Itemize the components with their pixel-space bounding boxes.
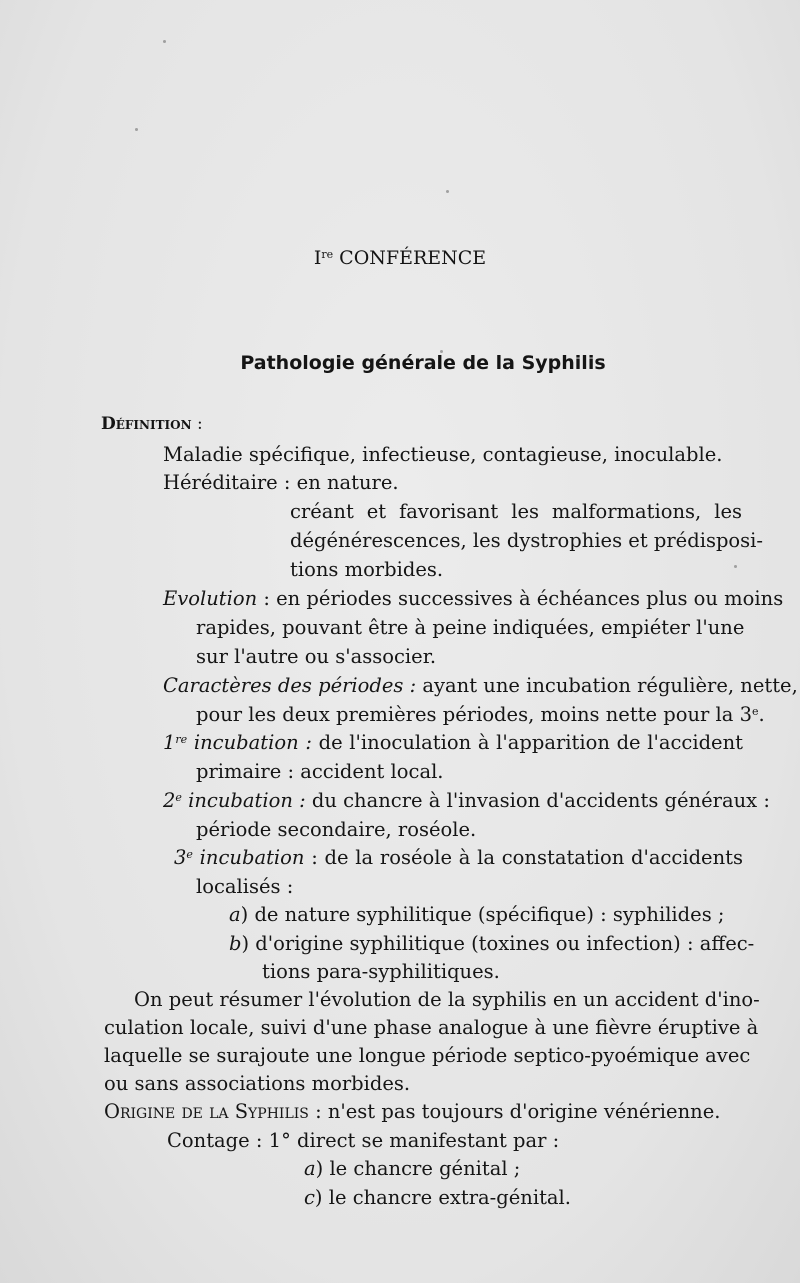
- incubation-line: 2e incubation : du chancre à l'invasion d'accidents généraux :: [163, 789, 770, 812]
- contage-line: Contage : 1° direct se manifestant par :: [167, 1129, 560, 1152]
- page-speck: [446, 190, 449, 193]
- list-item: b) d'origine syphilitique (toxines ou infection) : affec-: [229, 932, 755, 955]
- page-speck: [135, 128, 138, 131]
- paragraph-line: ou sans associations morbides.: [104, 1072, 411, 1095]
- caracteres-line: pour les deux premières périodes, moins nette pour la 3e.: [196, 703, 765, 726]
- definition-heading: Définition :: [101, 414, 203, 434]
- list-item: a) de nature syphilitique (spécifique) : syphilides ;: [229, 903, 725, 926]
- evolution-line: sur l'autre ou s'associer.: [196, 645, 437, 668]
- incubation-line: primaire : accident local.: [196, 760, 444, 783]
- paragraph-line: laquelle se surajoute une longue période septico-pyoémique avec: [104, 1044, 751, 1067]
- list-item: a) le chancre génital ;: [304, 1157, 521, 1180]
- list-item: c) le chancre extra-génital.: [304, 1186, 571, 1209]
- evolution-line: rapides, pouvant être à peine indiquées, empiéter l'une: [196, 616, 745, 639]
- origine-heading: Origine de la Syphilis : n'est pas toujours d'origine vénérienne.: [104, 1100, 721, 1123]
- incubation-line: période secondaire, roséole.: [196, 818, 477, 841]
- caracteres-line: Caractères des périodes : ayant une incubation régulière, nette,: [163, 674, 798, 697]
- evolution-line: Evolution : en périodes successives à échéances plus ou moins: [163, 587, 784, 610]
- page-speck: [163, 40, 166, 43]
- definition-line: dégénérescences, les dystrophies et prédisposi-: [290, 529, 764, 552]
- definition-line: tions morbides.: [290, 558, 444, 581]
- definition-line: Maladie spécifique, infectieuse, contagieuse, inoculable.: [163, 443, 723, 466]
- incubation-line: localisés :: [196, 875, 294, 898]
- conference-heading: Ire CONFÉRENCE: [313, 247, 487, 269]
- incubation-line: 3e incubation : de la roséole à la constatation d'accidents: [174, 846, 743, 869]
- definition-line: créant et favorisant les malformations, les: [290, 500, 742, 523]
- page-title: Pathologie générale de la Syphilis: [240, 352, 606, 374]
- paragraph-line: On peut résumer l'évolution de la syphilis en un accident d'ino-: [134, 988, 760, 1011]
- list-item: tions para-syphilitiques.: [262, 960, 500, 983]
- definition-line: Héréditaire : en nature.: [163, 471, 399, 494]
- incubation-line: 1re incubation : de l'inoculation à l'apparition de l'accident: [163, 731, 743, 754]
- paragraph-line: culation locale, suivi d'une phase analogue à une fièvre éruptive à: [104, 1016, 759, 1039]
- page-speck: [734, 565, 737, 568]
